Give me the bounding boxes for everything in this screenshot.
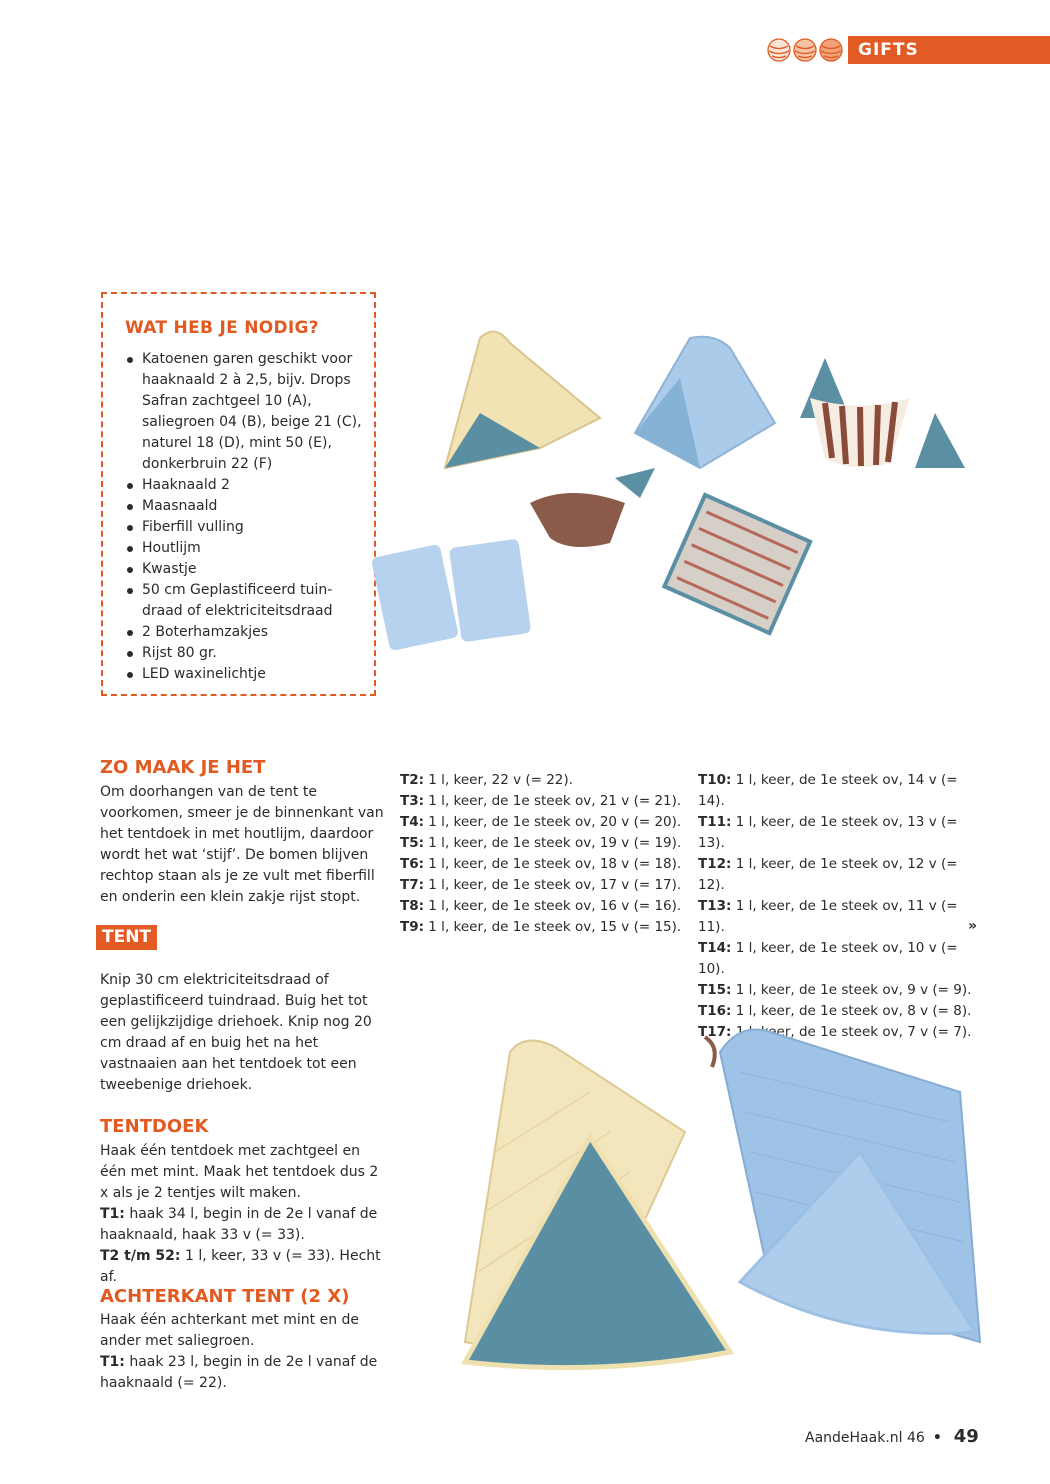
materials-title: WAT HEB JE NODIG? — [125, 318, 319, 338]
row-item: T5: 1 l, keer, de 1e steek ov, 19 v (= 19). — [400, 835, 682, 851]
materials-item: 50 cm Geplastificeerd tuin-draad of elektriciteitsdraad — [125, 580, 370, 622]
row-item: T16: 1 l, keer, de 1e steek ov, 8 v (= 8). — [698, 1003, 972, 1019]
tentdoek-title: TENTDOEK — [100, 1116, 209, 1137]
tentdoek-t1-label: T1: — [100, 1206, 125, 1222]
materials-box — [101, 292, 376, 696]
footer-separator: • — [932, 1430, 942, 1446]
tentdoek-t1-text: haak 34 l, begin in de 2e l vanaf de haaknaald, haak 33 v (= 33). — [100, 1206, 378, 1243]
materials-item: Kwastje — [125, 559, 370, 580]
row-item: T13: 1 l, keer, de 1e steek ov, 11 v (= 11). — [698, 898, 958, 935]
achterkant-t1-text: haak 23 l, begin in de 2e l vanaf de haaknaald (= 22). — [100, 1354, 378, 1391]
rows-column-1 — [400, 770, 690, 938]
materials-item: Haaknaald 2 — [125, 475, 370, 496]
section-badge: GIFTS — [848, 36, 1050, 64]
yarn-balls-icon — [766, 37, 844, 63]
tentdoek-intro: Haak één tentdoek met zachtgeel en één met mint. Maak het tentdoek dus 2 x als je 2 tentjes wilt maken. — [100, 1143, 379, 1201]
tentdoek-t2-label: T2 t/m 52: — [100, 1248, 181, 1264]
howto-title: ZO MAAK JE HET — [100, 757, 266, 778]
page-footer — [805, 1426, 979, 1447]
page-number: 49 — [953, 1426, 979, 1447]
materials-item: Houtlijm — [125, 538, 370, 559]
tent-label: TENT — [96, 925, 157, 950]
tentdoek-text — [100, 1141, 385, 1288]
row-item: T3: 1 l, keer, de 1e steek ov, 21 v (= 21). — [400, 793, 682, 809]
achterkant-text — [100, 1310, 385, 1394]
materials-item: Rijst 80 gr. — [125, 643, 370, 664]
howto-text: Om doorhangen van de tent te voorkomen, smeer je de binnenkant van het tentdoek in met houtlijm, daardoor wordt het wat ‘stijf’. De bomen blijven rechtop staan als je ze vult met fiberfill en onderin een klein zakje rijst stopt. — [100, 784, 384, 905]
row-item: T4: 1 l, keer, de 1e steek ov, 20 v (= 20). — [400, 814, 682, 830]
materials-item: Fiberfill vulling — [125, 517, 370, 538]
rows-column-2 — [698, 770, 988, 1043]
materials-item: Maasnaald — [125, 496, 370, 517]
row-item: T8: 1 l, keer, de 1e steek ov, 16 v (= 16). — [400, 898, 682, 914]
row-item: T9: 1 l, keer, de 1e steek ov, 15 v (= 15). — [400, 919, 682, 935]
materials-item: LED waxinelichtje — [125, 664, 370, 685]
row-item: T15: 1 l, keer, de 1e steek ov, 9 v (= 9). — [698, 982, 972, 998]
row-item: T2: 1 l, keer, 22 v (= 22). — [400, 772, 573, 788]
row-item: T7: 1 l, keer, de 1e steek ov, 17 v (= 17). — [400, 877, 682, 893]
tent-text: Knip 30 cm elektriciteitsdraad of geplastificeerd tuindraad. Buig het tot een gelijkzijdige driehoek. Knip nog 20 cm draad af en buig het na het vastnaaien aan het tentdoek tot een tweebenige driehoek. — [100, 972, 372, 1093]
tentdoek-t2-text: 1 l, keer, 33 v (= 33). Hecht af. — [100, 1248, 381, 1285]
row-item: T17: 1 l, keer, de 1e steek ov, 7 v (= 7). — [698, 1024, 972, 1040]
achterkant-title: ACHTERKANT TENT (2 X) — [100, 1286, 350, 1307]
achterkant-intro: Haak één achterkant met mint en de ander met saliegroen. — [100, 1312, 360, 1349]
row-item: T11: 1 l, keer, de 1e steek ov, 13 v (= 13). — [698, 814, 958, 851]
row-item: T10: 1 l, keer, de 1e steek ov, 14 v (= 14). — [698, 772, 958, 809]
row-item: T6: 1 l, keer, de 1e steek ov, 18 v (= 18). — [400, 856, 682, 872]
crochet-set-photo — [370, 318, 1010, 658]
materials-list — [125, 349, 370, 685]
tents-photo — [440, 1012, 1000, 1382]
achterkant-t1-label: T1: — [100, 1354, 125, 1370]
materials-item: Katoenen garen geschikt voor haaknaald 2 à 2,5, bijv. Drops Safran zachtgeel 10 (A), saliegroen 04 (B), beige 21 (C), naturel 18 (D), mint 50 (E), donkerbruin 22 (F) — [125, 349, 370, 475]
row-item: T14: 1 l, keer, de 1e steek ov, 10 v (= 10). — [698, 940, 958, 977]
materials-item: 2 Boterhamzakjes — [125, 622, 370, 643]
footer-site: AandeHaak.nl 46 — [805, 1430, 925, 1446]
continue-arrow-icon: » — [968, 918, 978, 934]
row-item: T12: 1 l, keer, de 1e steek ov, 12 v (= 12). — [698, 856, 958, 893]
